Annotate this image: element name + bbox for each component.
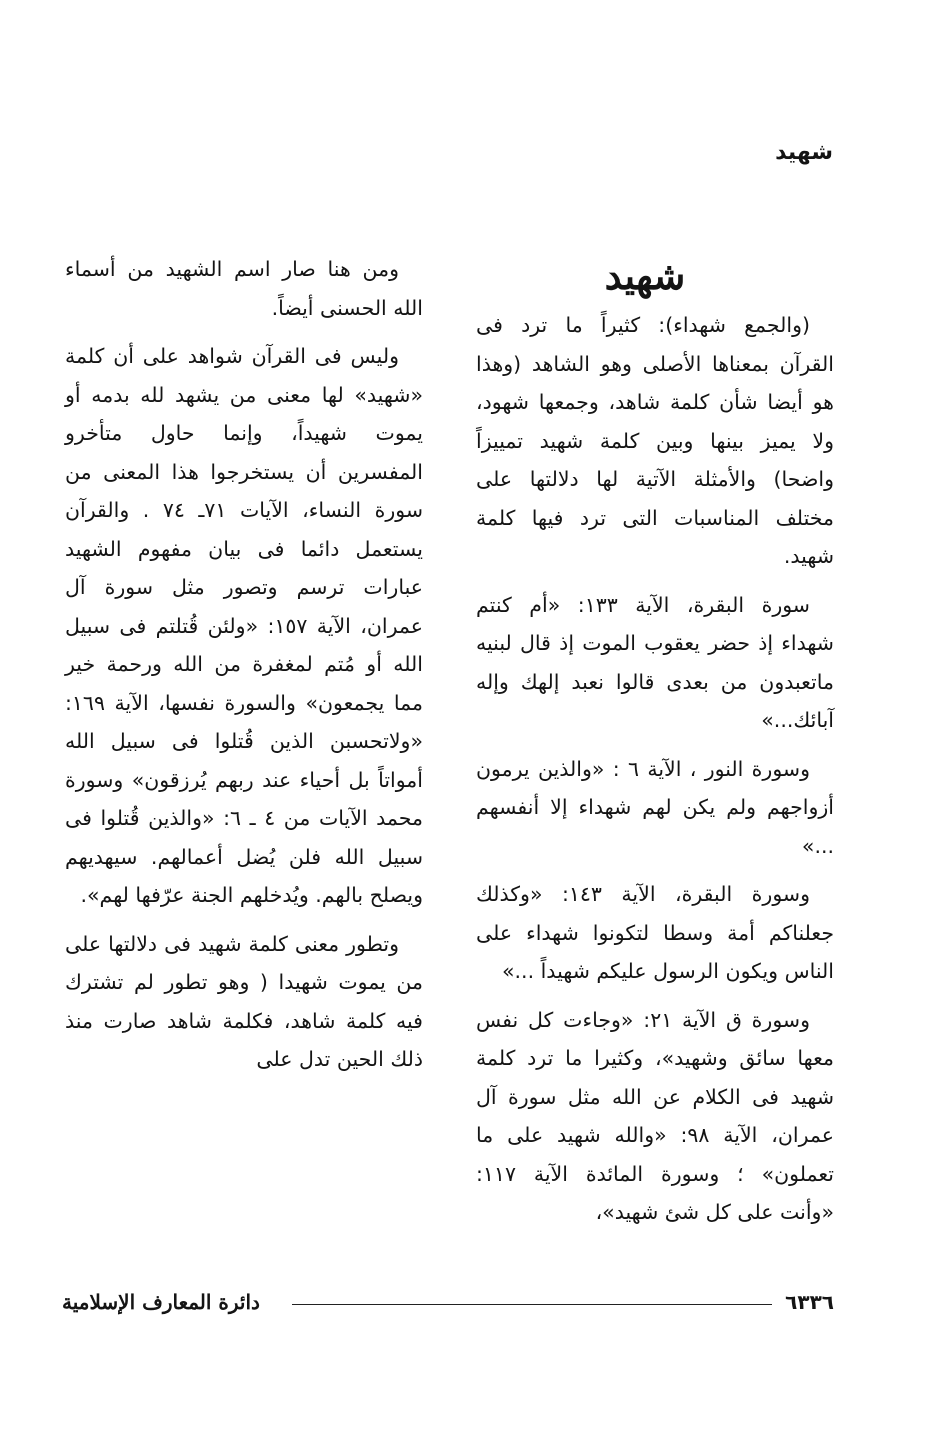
entry-title: شهيد <box>604 253 686 298</box>
paragraph: ومن هنا صار اسم الشهيد من أسماء الله الحسنى أيضاً. <box>65 257 423 320</box>
paragraph: وسورة البقرة، الآية ١٤٣: «وكذلك جعلناكم أمة وسطا لتكونوا شهداء على الناس ويكون الرسول عليكم شهيداً ...» <box>476 882 834 983</box>
page-footer <box>62 1290 834 1330</box>
paragraph: وتطور معنى كلمة شهيد فى دلالتها على من يموت شهيدا ( وهو تطور لم تشترك فيه كلمة شاهد، فكلمة شاهد صارت منذ ذلك الحين تدل على <box>65 931 423 1071</box>
paragraph: وسورة ق الآية ٢١: «وجاءت كل نفس معها سائق وشهيد»، وكثيرا ما ترد كلمة شهيد فى الكلام عن الله مثل سورة آل عمران، الآية ٩٨: «والله شهيد على ما تعملون» ؛ وسورة المائدة الآية ١١٧: «وأنت على كل شئ شهيد»، <box>476 1007 834 1224</box>
paragraph: (والجمع شهداء): كثيراً ما ترد فى القرآن بمعناها الأصلى وهو الشاهد (وهذا هو أيضا شأن كلمة شاهد، وجمعها شهود، ولا يميز بينها وبين كلمة شهيد تمييزاً واضحا) والأمثلة الآتية لها دلالتها على مختلف المناسبات التى ترد فيها كلمة شهيد. <box>476 313 834 568</box>
page-number: ٦٣٣٦ <box>785 1290 834 1314</box>
publication-title: دائرة المعارف الإسلامية <box>62 1290 260 1314</box>
paragraph: سورة البقرة، الآية ١٣٣: «أم كنتم شهداء إذ حضر يعقوب الموت إذ قال لبنيه ماتعبدون من بعدى قالوا نعبد إلهك وإله آبائك...» <box>476 592 834 732</box>
running-header: شهيد <box>775 140 833 165</box>
right-column <box>476 250 834 1242</box>
paragraph: وسورة النور ، الآية ٦ : «والذين يرمون أزواجهم ولم يكن لهم شهداء إلا أنفسهم ...» <box>476 756 834 858</box>
left-column <box>65 250 423 1089</box>
footer-divider <box>292 1304 772 1305</box>
paragraph: وليس فى القرآن شواهد على أن كلمة «شهيد» لها معنى من يشهد لله بدمه أو يموت شهيداً، وإنما حاول متأخرو المفسرين أن يستخرجوا هذا المعنى من سورة النساء، الآيات ٧١ـ ٧٤ . والقرآن يستعمل دائما فى بيان مفهوم الشهيد عبارات ترسم وتصور مثل سورة آل عمران، الآية ١٥٧: «ولئن قُتلتم فى سبيل الله أو مُتم لمغفرة من الله ورحمة خير مما يجمعون» والسورة نفسها، الآية ١٦٩: «ولاتحسبن الذين قُتلوا فى سبيل الله أمواتاً بل أحياء عند ربهم يُرزقون» وسورة محمد الآيات من ٤ ـ ٦: «والذين قُتلوا فى سبيل الله فلن يُضل أعمالهم. سيهديهم ويصلح بالهم. ويُدخلهم الجنة عرّفها لهم». <box>65 344 423 907</box>
